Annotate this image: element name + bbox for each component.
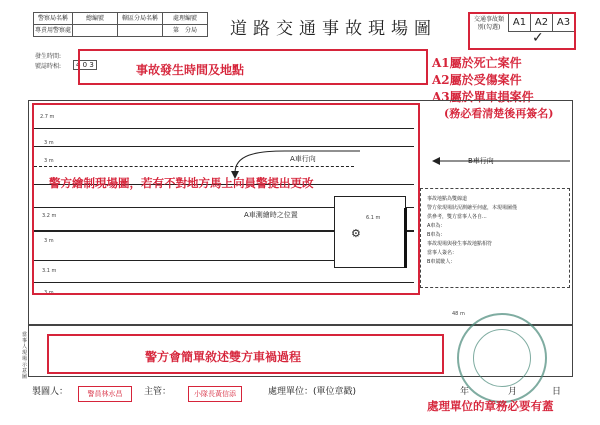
- unit-label: 處理單位：(單位章戳): [268, 387, 357, 397]
- note-line: B車駕駛人：: [427, 259, 456, 265]
- stamp-annotation: 處理單位的章務必要有蓋: [427, 399, 554, 413]
- lane-dim: 3.2 m: [42, 213, 57, 219]
- maker-stamp: 警員林水昌: [78, 386, 132, 402]
- a2-annotation: A2屬於受傷案件: [432, 73, 522, 87]
- a3-annotation: A3屬於單車損案件: [432, 90, 534, 104]
- header-cell-police: 警察局名稱: [34, 13, 73, 25]
- note-line: 事故地點為雙線道: [427, 196, 468, 202]
- side-label: 當事人現場示意圖: [22, 332, 28, 380]
- category-box: [468, 12, 576, 50]
- header-cell-process-no: 處理編號: [163, 13, 208, 25]
- header-blank-cell: [118, 25, 163, 37]
- note-line: A車為：: [427, 223, 446, 229]
- day-label: 日: [552, 387, 562, 397]
- drawing-annotation: 警方繪制現場圖，若有不對地方馬上向員警提出更改: [49, 176, 314, 190]
- distance-b: 48 m: [452, 311, 465, 317]
- lane-dim: 3 m: [44, 158, 54, 164]
- note-line: 事故現場與發生事故地點相符: [427, 241, 493, 247]
- distance-a: 6.1 m: [366, 215, 381, 221]
- notes-list: [427, 195, 517, 267]
- header-cell-unit: 專責用警察處: [34, 25, 73, 37]
- lane-dim: 3 m: [44, 290, 54, 296]
- note-line: 供參考，雙方當事人各自...: [427, 214, 487, 220]
- header-cell-total-no: 總編號: [73, 13, 118, 25]
- year-label: 年: [460, 387, 470, 397]
- time-location-annotation: 事故發生時間及地點: [136, 63, 245, 77]
- a1-annotation: A1屬於死亡案件: [432, 56, 522, 70]
- lane-dim: 3 m: [44, 238, 54, 244]
- unit-stamp-inner: [473, 329, 531, 387]
- unit-stamp: [457, 313, 547, 403]
- category-a1[interactable]: A1: [508, 14, 530, 31]
- lane-dim: 2.7 m: [40, 114, 55, 120]
- notes-box: [420, 188, 570, 288]
- lane-dim: 3.1 m: [42, 268, 57, 274]
- sign-note: (務必看清楚後再簽名): [444, 107, 554, 120]
- month-label: 月: [508, 387, 518, 397]
- drawing-annotation-box: [32, 103, 420, 295]
- signal-value: 4 0 3: [73, 60, 97, 70]
- category-label: 交通事故類別(勾選): [473, 16, 504, 31]
- checkmark-icon: ✓: [532, 30, 544, 46]
- time-label: 發生時間:: [35, 53, 62, 60]
- lane-dim: 3 m: [44, 140, 54, 146]
- category-a2[interactable]: A2: [530, 14, 552, 31]
- supervisor-label: 主管：: [144, 387, 172, 397]
- motorcycle-icon: ⚙: [351, 227, 361, 240]
- time-location-box: [78, 49, 428, 85]
- car-b-direction: B車行向: [468, 157, 494, 165]
- note-line: 警方依現場狀況測繪至何處，本現場圖僅: [427, 205, 518, 211]
- page-title: 道路交通事故現場圖: [230, 19, 437, 39]
- header-cell-branch: 轄區分局名稱: [118, 13, 163, 25]
- note-line: 當事人簽名：: [427, 250, 458, 256]
- signal-label: 號誌時相:: [35, 63, 62, 70]
- header-table: [33, 12, 208, 37]
- header-blank-cell: [73, 25, 118, 37]
- supervisor-stamp: 小隊長黃信添: [188, 386, 242, 402]
- header-cell-branch-no: 第 分局: [163, 25, 208, 37]
- car-a-position: A車測繪時之位置: [244, 211, 298, 219]
- summary-annotation-box: [47, 334, 444, 374]
- maker-label: 製圖人：: [32, 387, 69, 397]
- summary-annotation: 警方會簡單敘述雙方車禍過程: [145, 350, 302, 364]
- category-a3[interactable]: A3: [552, 14, 574, 31]
- note-line: B車為：: [427, 232, 446, 238]
- b-car-arrow-icon: [432, 157, 440, 165]
- car-a-direction: A車行向: [290, 155, 316, 163]
